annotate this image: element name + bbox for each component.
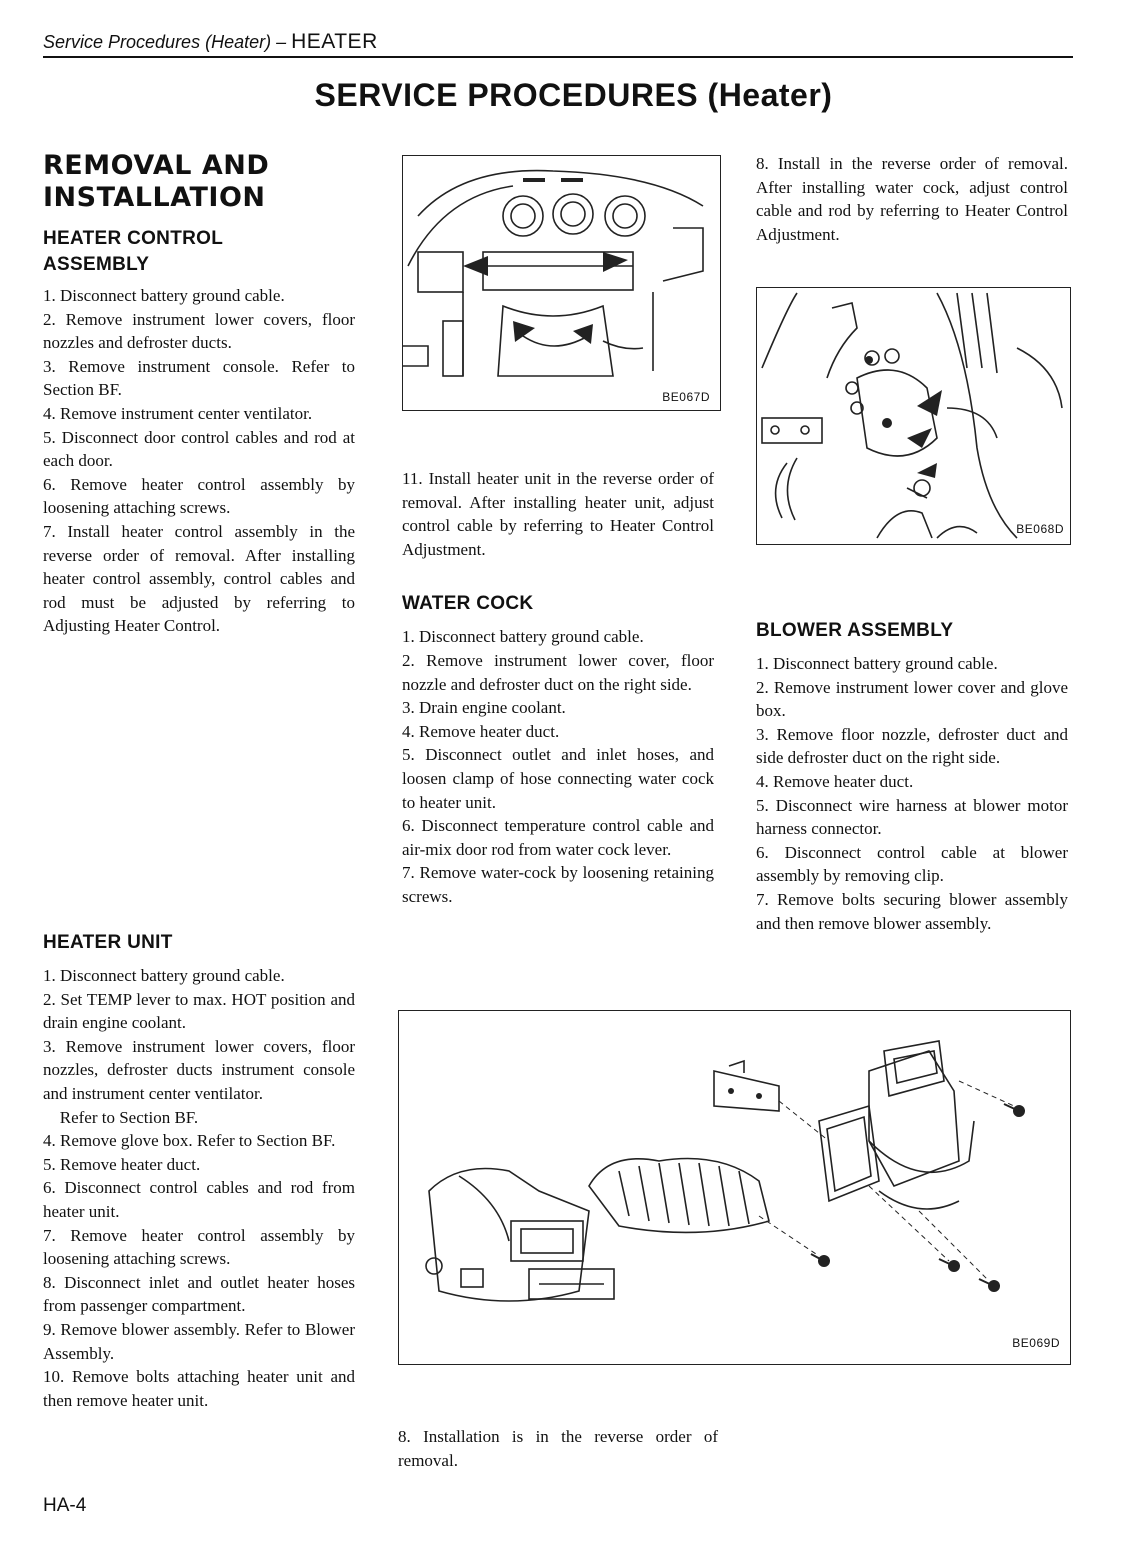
list-item: 2. Remove instrument lower cover, floor nozzle and defroster duct on the right side. [402, 650, 714, 694]
list-item: 1. Disconnect battery ground cable. [43, 966, 285, 985]
list-item: 4. Remove heater duct. [402, 721, 560, 741]
heater-control-steps [43, 284, 355, 638]
heater-unit-heading: HEATER UNIT [43, 932, 173, 953]
removal-installation-heading: REMOVAL AND INSTALLATION [43, 150, 270, 213]
blower-exploded-illustration [399, 1011, 1070, 1364]
step-8-water-cock: 8. Install in the reverse order of removal. After installing water cock, adjust control cable and rod by referring to Heater Control Adjustment. [756, 154, 1068, 244]
right-column-top [756, 152, 1068, 246]
list-item: 5. Remove heater duct. [43, 1154, 201, 1174]
water-cock-illustration [757, 288, 1070, 544]
heater-unit-section [43, 930, 355, 1412]
list-item: 3. Drain engine coolant. [402, 698, 566, 718]
list-item: 4. Remove heater duct. [756, 771, 914, 791]
heater-unit-steps [43, 964, 355, 1412]
list-item: 1. Disconnect battery ground cable. [756, 654, 998, 673]
list-item: 2. Remove instrument lower covers, floor nozzles and defroster ducts. [43, 309, 355, 353]
list-item: 7. Install heater control assembly in the reverse order of removal. After installing heater control assembly, control cables and rod must be adjusted by referring to Adjusting Heater Control. [43, 521, 355, 636]
page-number: HA-4 [43, 1495, 87, 1516]
list-item: 3. Remove instrument console. Refer to Section BF. [43, 356, 355, 400]
list-item: 8. Disconnect inlet and outlet heater hoses from passenger compartment. [43, 1272, 355, 1316]
list-item: 7. Remove water-cock by loosening retaining screws. [402, 863, 714, 906]
middle-column [402, 467, 714, 909]
list-item: 6. Disconnect control cable at blower assembly by removing clip. [756, 842, 1068, 886]
list-item: 5. Disconnect wire harness at blower motor harness connector. [756, 795, 1068, 839]
middle-bottom-step [398, 1425, 718, 1472]
figure-id-be068d: BE068D [1016, 522, 1064, 536]
header-rule [43, 56, 1073, 58]
list-item: 6. Remove heater control assembly by loosening attaching screws. [43, 474, 355, 518]
page-title: SERVICE PROCEDURES (Heater) [314, 77, 833, 113]
list-item: 5. Disconnect outlet and inlet hoses, and loosen clamp of hose connecting water cock to heater unit. [402, 745, 714, 812]
figure-id-be069d: BE069D [1012, 1336, 1060, 1350]
figure-id-be067d: BE067D [662, 390, 710, 404]
list-item: 4. Remove instrument center ventilator. [43, 403, 313, 423]
running-header-chapter: HEATER [291, 30, 378, 53]
step-11: 11. Install heater unit in the reverse order of removal. After installing heater unit, adjust control cable by referring to Heater Control Adjustment. [402, 469, 714, 559]
list-item: 10. Remove bolts attaching heater unit and then remove heater unit. [43, 1367, 355, 1410]
blower-steps [756, 652, 1068, 935]
list-item: 3. Remove floor nozzle, defroster duct and side defroster duct on the right side. [756, 724, 1068, 768]
list-item: 7. Remove bolts securing blower assembly and then remove blower assembly. [756, 889, 1068, 933]
blower-assembly-figure [398, 1010, 1071, 1365]
step-8-installation: 8. Installation is in the reverse order of removal. [398, 1427, 718, 1470]
list-item: 9. Remove blower assembly. Refer to Blower Assembly. [43, 1319, 355, 1363]
heater-control-heading: HEATER CONTROL ASSEMBLY [43, 228, 223, 275]
dashboard-figure [402, 155, 721, 411]
water-cock-figure [756, 287, 1071, 545]
list-item: 6. Disconnect temperature control cable and air-mix door rod from water cock lever. [402, 816, 714, 859]
running-header-section: Service Procedures (Heater) – [43, 32, 292, 52]
list-item: 5. Disconnect door control cables and rod at each door. [43, 427, 355, 471]
list-item: 7. Remove heater control assembly by loosening attaching screws. [43, 1225, 355, 1269]
dashboard-illustration [403, 156, 720, 410]
list-item: 2. Set TEMP lever to max. HOT position and drain engine coolant. [43, 989, 355, 1033]
list-item: 1. Disconnect battery ground cable. [43, 286, 285, 305]
list-item: 3. Remove instrument lower covers, floor nozzles, defroster ducts instrument console and instrument center ventilator. [43, 1036, 355, 1103]
list-item: Refer to Section BF. [47, 1107, 199, 1127]
left-column [43, 150, 355, 638]
blower-assembly-heading: BLOWER ASSEMBLY [756, 620, 954, 641]
water-cock-heading: WATER COCK [402, 593, 534, 615]
list-item: 6. Disconnect control cables and rod from heater unit. [43, 1178, 355, 1221]
list-item: 2. Remove instrument lower cover and glove box. [756, 677, 1068, 721]
list-item: 4. Remove glove box. Refer to Section BF. [43, 1131, 336, 1151]
blower-section [756, 618, 1068, 935]
list-item: 1. Disconnect battery ground cable. [402, 627, 644, 647]
running-header [43, 30, 378, 54]
water-cock-steps [402, 625, 714, 908]
